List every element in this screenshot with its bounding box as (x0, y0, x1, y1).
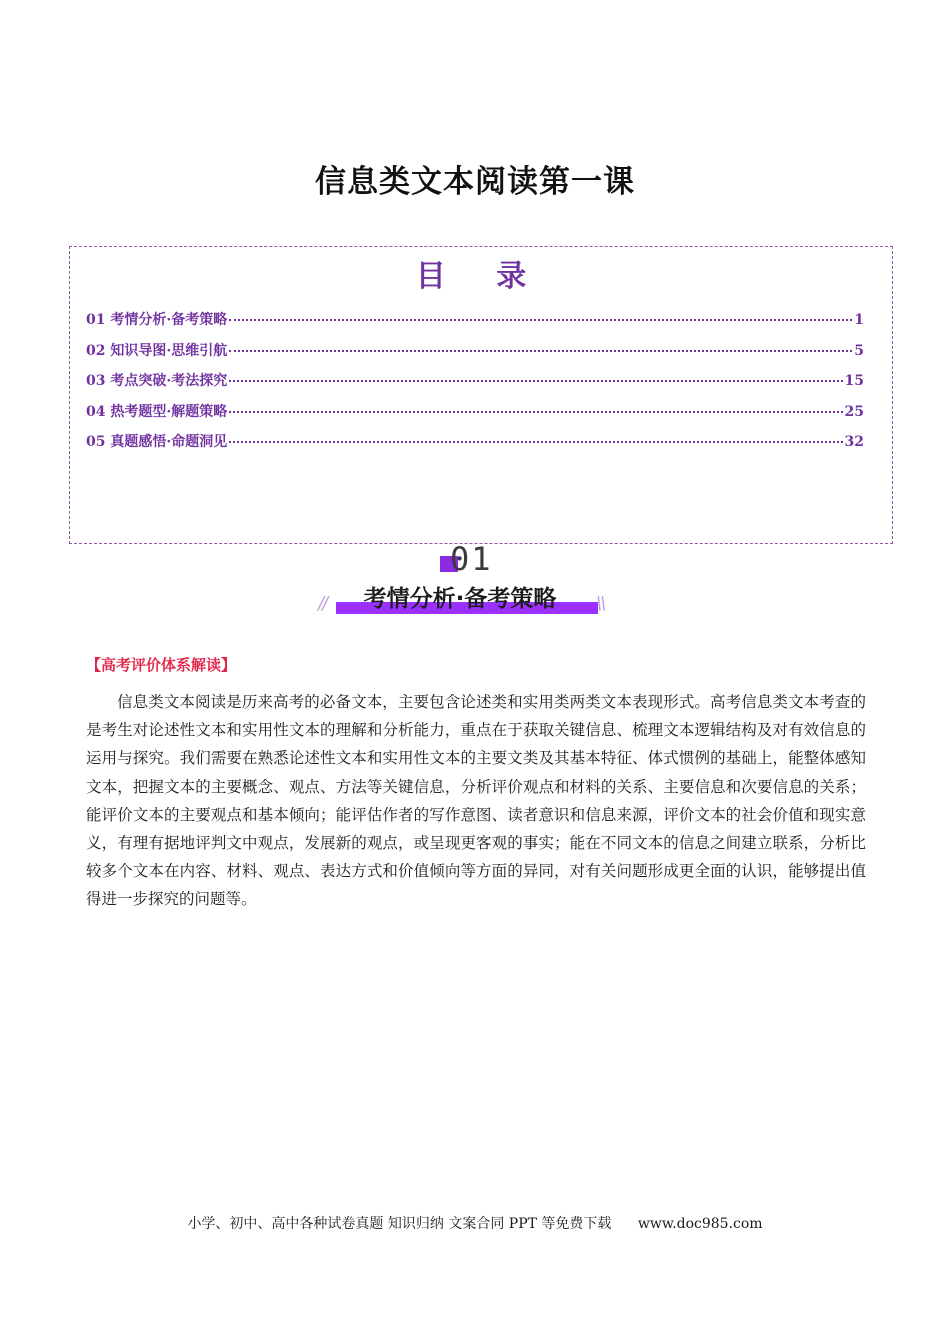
toc-leader-dots (229, 441, 842, 443)
banner-decor-left: // (318, 593, 327, 614)
table-of-contents (69, 246, 893, 544)
toc-item[interactable] (86, 431, 864, 462)
section-number: 01 (450, 540, 493, 578)
body-paragraph: 信息类文本阅读是历来高考的必备文本，主要包含论述类和实用类两类文本表现形式。高考信息类文本考查的是考生对论述性文本和实用性文本的理解和分析能力，重点在于获取关键信息、梳理文本逻辑结构及对有效信息的运用与探究。我们需要在熟悉论述性文本和实用性文本的主要文类及其基本特征、体式惯例的基础上，能整体感知文本，把握文本的主要概念、观点、方法等关键信息，分析评价观点和材料的关系、主要信息和次要信息的关系；能评价文本的主要观点和基本倾向；能评估作者的写作意图、读者意识和信息来源，评价文本的社会价值和现实意义，有理有据地评判文中观点，发展新的观点，或呈现更客观的事实；能在不同文本的信息之间建立联系，分析比较多个文本在内容、材料、观点、表达方式和价值倾向等方面的异同，对有关问题形成更全面的认识，能够提出值得进一步探究的问题等。 (86, 693, 866, 909)
section-title: 考情分析·备考策略 (363, 586, 557, 612)
toc-leader-dots (229, 411, 842, 413)
toc-item[interactable] (86, 401, 864, 432)
footer-site-link[interactable]: www.doc985.com (637, 1216, 763, 1232)
toc-leader-dots (229, 380, 842, 382)
toc-item[interactable] (86, 340, 864, 371)
toc-heading: 目 录 (415, 259, 547, 294)
toc-item-label: 02 知识导图·思维引航 (86, 342, 228, 359)
toc-list (86, 309, 864, 462)
toc-item-label: 01 考情分析·备考策略 (86, 312, 228, 328)
toc-item-page: 25 (844, 403, 864, 420)
footer (0, 1213, 950, 1233)
banner-decor-right: \\ (596, 593, 605, 614)
toc-item-label: 05 真题感悟·命题洞见 (86, 434, 228, 450)
toc-leader-dots (229, 319, 852, 321)
page-title: 信息类文本阅读第一课 (315, 164, 635, 200)
subheading: 【高考评价体系解读】 (86, 656, 237, 674)
section-banner (310, 540, 640, 622)
toc-item[interactable] (86, 370, 864, 401)
toc-item-page: 32 (844, 434, 864, 450)
toc-item[interactable] (86, 309, 864, 340)
toc-leader-dots (229, 350, 852, 352)
toc-item-page: 5 (854, 342, 864, 359)
toc-item-page: 1 (854, 312, 864, 328)
toc-item-label: 03 考点突破·考法探究 (86, 373, 228, 389)
toc-item-page: 15 (844, 373, 864, 389)
toc-item-label: 04 热考题型·解题策略 (86, 403, 228, 420)
footer-text: 小学、初中、高中各种试卷真题 知识归纳 文案合同 PPT 等免费下载 (187, 1216, 612, 1232)
